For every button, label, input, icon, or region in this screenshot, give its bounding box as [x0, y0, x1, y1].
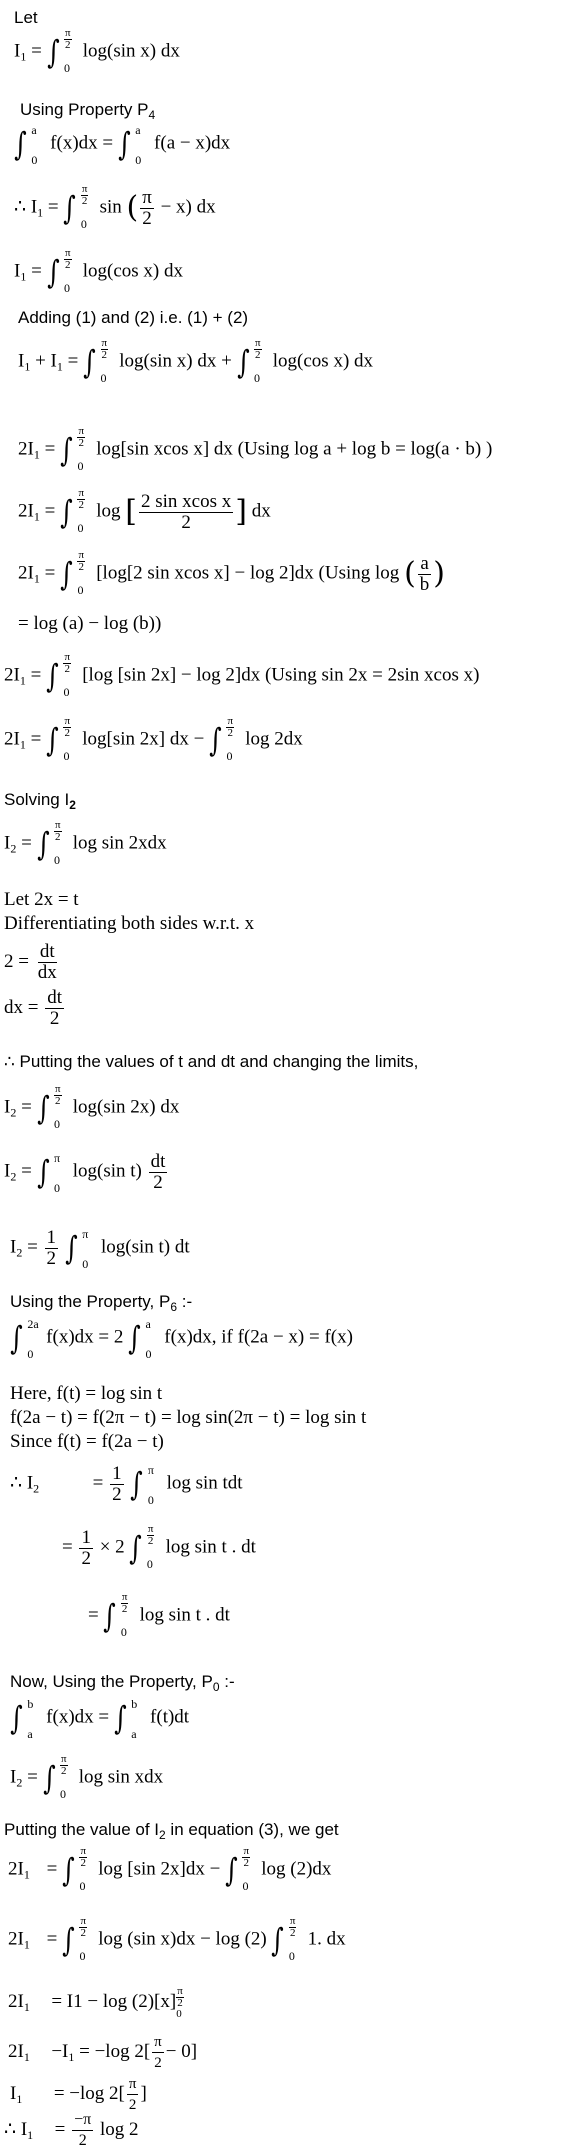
equation-final-2: $2I_1$ = ∫ $\frac{\pi}{2}$ 0 log (sin x)dx − log (2) ∫ $\frac{\pi}{2}$ 0 1. dx: [8, 1914, 346, 1963]
equation-2i1-split: $2I_1$ = ∫ $\frac{\pi}{2}$ 0 log[sin 2x] dx − ∫ $\frac{\pi}{2}$ 0 log 2dx: [4, 714, 303, 763]
text-let-2x-t: Let 2x = t: [4, 889, 79, 910]
equation-i2-sint-dt2: $I_2$ = ∫ π 0 log(sin t) $\frac{dt}{2}$: [4, 1150, 166, 1195]
equation-final-3: $2I_1 = I1 - \log (2)[x]$ $\frac{\pi}{2}$ 0: [8, 1985, 183, 2020]
text-differentiating: Differentiating both sides w.r.t. x: [4, 913, 255, 934]
text-adding: Adding (1) and (2) i.e. (1) + (2): [18, 308, 249, 327]
equation-i1-cos: $I_1$ = ∫ $\frac{\pi}{2}$ 0 log(cos x) dx: [14, 246, 183, 295]
text-let: Let: [14, 8, 38, 27]
equation-final-answer: ∴ $I_1$ = $\frac{-\pi}{2}$ log 2: [4, 2111, 139, 2149]
equation-2i1-product: $2I_1$ = ∫ $\frac{\pi}{2}$ 0 log[sin xcos x] dx (Using log a + log b = log(a · b) ): [18, 424, 493, 473]
text-using-property-p6: Using the Property, $P_6$ :-: [10, 1292, 193, 1314]
equation-dt-dx: 2 = $\frac{dt}{dx}$: [4, 941, 57, 983]
equation-i2-half: $I_2$ = $\frac{1}{2}$ ∫ π 0 log(sin t) dt: [10, 1226, 190, 1271]
text-using-property-p4: Using Property $P_4$: [20, 100, 156, 122]
equation-dx: dx = $\frac{dt}{2}$: [4, 987, 62, 1029]
equation-property-p0: ∫ b a f(x)dx = ∫ b a f(t)dt: [10, 1697, 190, 1741]
equation-final-1: $2I_1$ = ∫ $\frac{\pi}{2}$ 0 log [sin 2x]dx − ∫ $\frac{\pi}{2}$ 0 log (2)dx: [8, 1844, 332, 1893]
equation-final-4: $2I_1 -I_1 = -\log$ 2[ $\frac{\pi}{2}$ − 0]: [8, 2034, 198, 2071]
equation-i2-sin2x: $I_2$ = ∫ $\frac{\pi}{2}$ 0 log(sin 2x) dx: [4, 1082, 180, 1131]
equation-i2-result-2: = $\frac{1}{2}$ × 2 ∫ $\frac{\pi}{2}$ 0 log sin t . dt: [62, 1522, 256, 1571]
equation-i2-sinx: $I_2$ = ∫ $\frac{\pi}{2}$ 0 log sin xdx: [10, 1752, 164, 1801]
equation-property-p6: ∫ 2a 0 f(x)dx = 2 ∫ a 0 f(x)dx, if f(2a − x) = f(x): [10, 1317, 353, 1361]
text-using-property-p0: Now, Using the Property, $P_0$ :-: [10, 1672, 235, 1694]
equation-i2-result-1: ∴ $I_2$ = $\frac{1}{2}$ ∫ π 0 log sin tdt: [10, 1462, 243, 1507]
equation-i2-definition: $I_2$ = ∫ $\frac{\pi}{2}$ 0 log sin 2xdx: [4, 818, 167, 867]
text-here-ft: Here, f(t) = log sin t: [10, 1383, 163, 1404]
equation-i2-result-3: = ∫ $\frac{\pi}{2}$ 0 log sin t . dt: [88, 1590, 230, 1639]
text-putting-values: ∴ Putting the values of t and dt and changing the limits,: [4, 1052, 419, 1071]
equation-2i1-fraction: $2I_1$ = ∫ $\frac{\pi}{2}$ 0 log [ $\frac{\text{2 sin xcos x}}{2}$ ] dx: [18, 486, 271, 535]
text-solving-i2: Solving $I_2$: [4, 790, 76, 812]
equation-2i1-sin2x: $2I_1$ = ∫ $\frac{\pi}{2}$ 0 [log [sin 2x] − log 2]dx (Using sin 2x = 2sin xcos x): [4, 650, 480, 699]
text-putting-value-i2: Putting the value of $I_2$ in equation (3), we get: [4, 1820, 339, 1842]
equation-log-rule: = log (a) − log (b)): [18, 613, 162, 634]
equation-final-5: $I_1 = -\log$ 2[ $\frac{\pi}{2}$ ]: [10, 2076, 147, 2113]
equation-2i1-log-difference: $2I_1$ = ∫ $\frac{\pi}{2}$ 0 [log[2 sin xcos x] − log 2]dx (Using log ( $\frac{a}{b}$ ): [18, 548, 445, 597]
equation-i1-sin: ∴ $I_1$ = ∫ $\frac{\pi}{2}$ 0 sin ( $\frac{\pi}{2}$ − x) dx: [14, 182, 216, 231]
text-since-ft: Since f(t) = f(2a − t): [10, 1431, 164, 1452]
equation-property-p4: ∫ a 0 f(x)dx = ∫ a 0 f(a − x)dx: [14, 123, 231, 167]
equation-sum: $I_1 + I_1$ = ∫ $\frac{\pi}{2}$ 0 log(sin x) dx + ∫ $\frac{\pi}{2}$ 0 log(cos x) dx: [18, 336, 374, 385]
text-f2a-t: f(2a − t) = f(2π − t) = log sin(2π − t) = log sin t: [10, 1407, 367, 1428]
equation-i1-definition: $I_1$ = ∫ $\frac{\pi}{2}$ 0 log(sin x) dx: [14, 26, 180, 75]
